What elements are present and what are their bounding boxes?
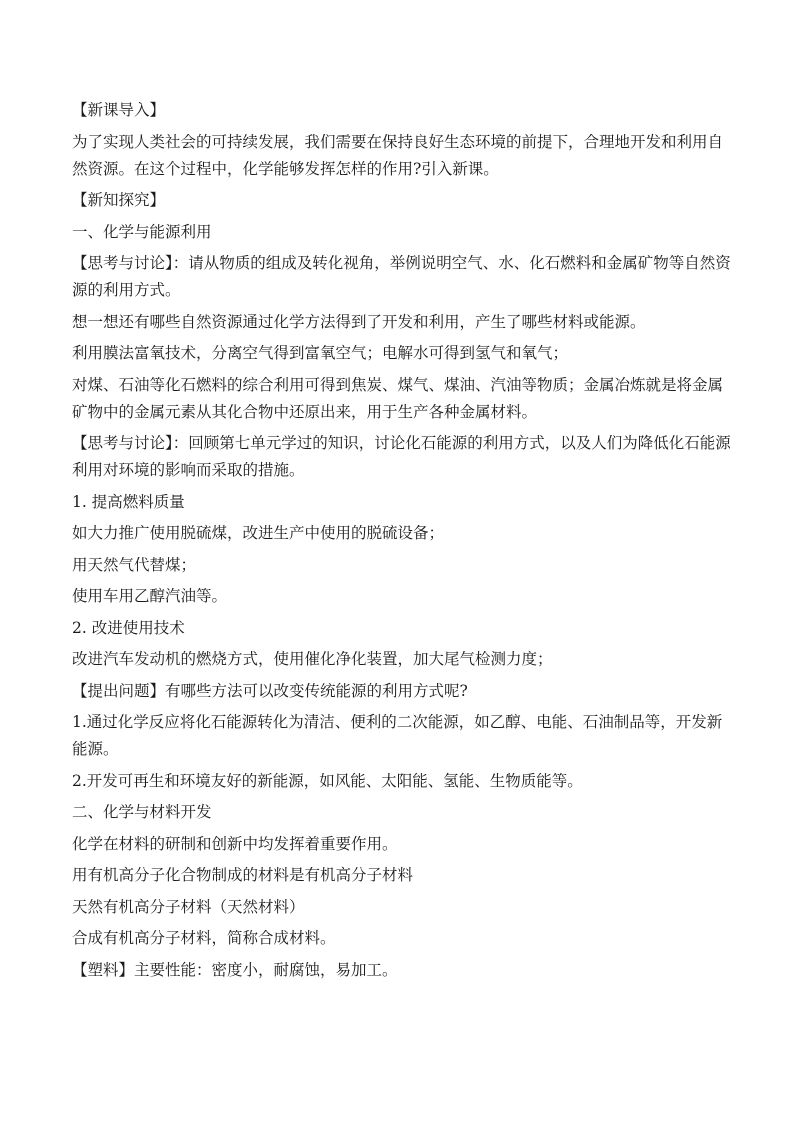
section-heading-new-knowledge: 【新知探究】 <box>72 191 166 209</box>
paragraph-think: 想一想还有哪些自然资源通过化学方法得到了开发和利用，产生了哪些材料或能源。 <box>72 312 646 331</box>
paragraph-materials-role: 化学在材料的研制和创新中均发挥着重要作用。 <box>72 834 398 853</box>
paragraph-synthetic-polymer: 合成有机高分子材料，简称合成材料。 <box>72 929 336 947</box>
paragraph-organic-polymer: 用有机高分子化合物制成的材料是有机高分子材料 <box>72 866 414 884</box>
paragraph-fossil-fuel-use: 对煤、石油等化石燃料的综合利用可得到焦炭、煤气、煤油、汽油等物质；金属冶炼就是将金属矿物中的金属元素从其化合物中还原出来，用于生产各种金属材料。 <box>72 375 724 421</box>
paragraph-engine-improvement: 改进汽车发动机的燃烧方式，使用催化净化装置，加大尾气检测力度； <box>72 650 553 668</box>
subheading-chemistry-materials: 二、化学与材料开发 <box>72 803 212 821</box>
paragraph-natural-gas: 用天然气代替煤； <box>72 555 197 574</box>
paragraph-plastics: 【塑料】主要性能：密度小，耐腐蚀，易加工。 <box>72 960 398 979</box>
section-heading-new-lesson-intro: 【新课导入】 <box>72 101 166 119</box>
paragraph-intro: 为了实现人类社会的可持续发展，我们需要在保持良好生态环境的前提下，合理地开发和利用自然资源。在这个过程中，化学能够发挥怎样的作用?引入新课。 <box>72 132 724 178</box>
paragraph-membrane-oxygen: 利用膜法富氧技术，分离空气得到富氧空气；电解水可得到氢气和氧气； <box>72 344 569 362</box>
paragraph-think-discuss-1: 【思考与讨论】：请从物质的组成及转化视角，举例说明空气、水、化石燃料和金属矿物等自然资源的利用方式。 <box>72 254 731 299</box>
paragraph-think-discuss-2: 【思考与讨论】：回顾第七单元学过的知识，讨论化石能源的利用方式，以及人们为降低化石能源利用对环境的影响而采取的措施。 <box>72 434 731 479</box>
paragraph-renewable-energy: 2.开发可再生和环境友好的新能源，如风能、太阳能、氢能、生物质能等。 <box>72 771 583 790</box>
paragraph-secondary-energy: 1.通过化学反应将化石能源转化为清洁、便利的二次能源，如乙醇、电能、石油制品等，开发新能源。 <box>72 713 723 758</box>
document-body <box>72 97 732 988</box>
list-heading-fuel-quality: 1. 提高燃料质量 <box>72 492 185 511</box>
subheading-chemistry-energy: 一、化学与能源利用 <box>72 222 212 241</box>
paragraph-raise-question: 【提出问题】有哪些方法可以改变传统能源的利用方式呢? <box>72 681 468 700</box>
paragraph-natural-polymer: 天然有机高分子材料（天然材料） <box>72 897 305 916</box>
list-heading-improve-technology: 2. 改进使用技术 <box>72 618 185 637</box>
paragraph-desulfur-coal: 如大力推广使用脱硫煤，改进生产中使用的脱硫设备； <box>72 524 445 542</box>
paragraph-ethanol-gasoline: 使用车用乙醇汽油等。 <box>72 587 228 605</box>
